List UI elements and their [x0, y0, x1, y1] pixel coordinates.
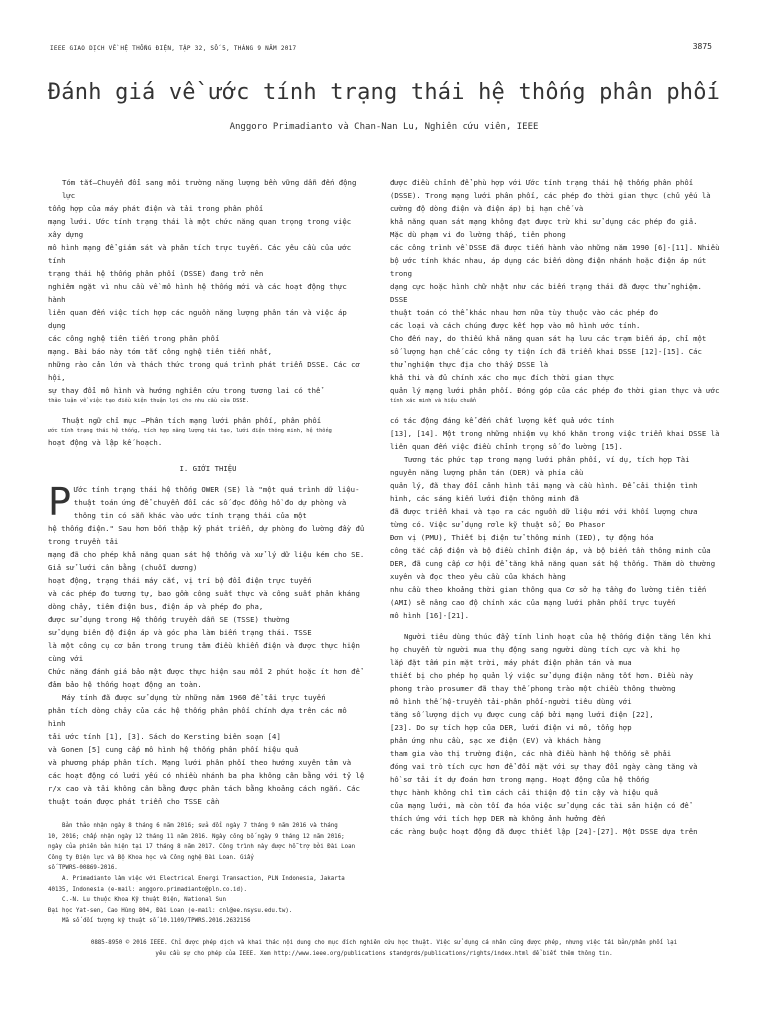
- index-terms: [48, 414, 368, 449]
- text-line: được điều chỉnh để phù hợp với Ước tính trạng thái hệ thống phân phối: [390, 178, 694, 187]
- text-line: liên quan đến việc tích hợp các nguồn năng lượng phân tán và việc áp dụng: [48, 308, 347, 330]
- footnote-line: ngày của phiên bản hiện tại 17 tháng 8 năm 2017. Công trình này được hỗ trợ bởi Đài Loan: [48, 844, 356, 851]
- text-line: thử nghiệm thực địa cho thấy DSSE là: [390, 360, 549, 369]
- text-line: nhu cầu theo khoảng thời gian thông qua Cơ sở hạ tầng đo lường tiên tiến: [390, 585, 707, 594]
- text-line: sử dụng biên độ điện áp và góc pha làm biến trạng thái. TSSE: [48, 628, 312, 637]
- text-line: mô hình thế hệ-truyền tải-phân phối-người tiêu dùng với: [390, 697, 632, 706]
- text-line: tham gia vào thị trường điện, các nhà điều hành hệ thống sẽ phải: [390, 749, 672, 758]
- text-line: khả năng quan sát mạng không đạt được trừ khi sử dụng các phép đo giả.: [390, 217, 698, 226]
- text-line: tổng hợp của máy phát điện và tải trong phân phối: [48, 204, 264, 213]
- text-line: hoạt động, trạng thái máy cắt, vị trí bộ đổi điện trực tuyến: [48, 576, 312, 585]
- text-line: là một công cụ cơ bản trong trung tâm điều khiển điện và được thực hiện cùng với: [48, 641, 360, 663]
- introduction: [48, 480, 368, 808]
- text-line: hoạt động và lập kế hoạch.: [48, 438, 163, 447]
- text-line: sự thay đổi mô hình và hướng nghiên cứu trong tương lai có thể: [48, 386, 321, 395]
- copyright-footer: [40, 938, 728, 960]
- text-line: những rào cản lớn và thách thức trong quá trình phát triển DSSE. Các cơ hội,: [48, 360, 360, 382]
- text-line: họ chuyển từ người mua thụ động sang người dùng tích cực và khi họ: [390, 645, 680, 654]
- text-line: các hoạt động có lưới yếu có nhiều nhánh ba pha không cân bằng với tỷ lệ: [48, 771, 365, 780]
- text-line: đóng vai trò tích cực hơn để đối mặt với sự thay đổi ngày càng tăng và: [390, 762, 698, 771]
- running-header: IEEE GIAO DỊCH VỀ HỆ THỐNG ĐIỆN, TẬP 32, SỐ 5, THÁNG 9 NĂM 2017: [50, 45, 297, 52]
- text-line: hệ thống điện." Sau hơn bốn thập kỷ phát triển, dự phòng đo lường đầy đủ: [48, 524, 365, 533]
- text-line: thực hành không chỉ tìm cách cải thiện độ tin cậy và hiệu quả: [390, 788, 658, 797]
- text-line: mô hình mạng để giám sát và phân tích trực tuyến. Các yêu cầu của ước tính: [48, 243, 352, 265]
- text-line: (DSSE). Trong mạng lưới phân phối, các phép đo thời gian thực (chủ yếu là: [390, 191, 711, 200]
- text-line: cường độ dòng điện và điện áp) bị hạn chế và: [390, 204, 584, 213]
- text-line: [13], [14]. Một trong những nhiệm vụ khó khăn trong việc triển khai DSSE là: [390, 429, 720, 438]
- text-line: hồ sơ tải ít dự đoán hơn trong mạng. Hoạt động của hệ thống: [390, 775, 650, 784]
- text-line: các ràng buộc hoạt động đã được thiết lập [24]-[27]. Một DSSE dựa trên: [390, 827, 698, 836]
- text-line: Ước tính trạng thái hệ thống OWER (SE) là "một quá trình dữ liệu-: [73, 485, 360, 494]
- abstract: [48, 176, 368, 406]
- text-line: Chức năng đánh giá bảo mật được thực hiện sau mỗi 2 phút hoặc ít hơn để: [48, 667, 360, 676]
- text-line: phân tích dòng chảy của các hệ thống phân phối chính dựa trên các mô hình: [48, 706, 347, 728]
- text-line: nguyên năng lượng phân tán (DER) và phía cầu: [390, 468, 584, 477]
- text-line: nghiêm ngặt vì nhu cầu về mô hình hệ thống mới và các hoạt động thực hành: [48, 282, 347, 304]
- text-line: thiết bị cho phép họ quản lý việc sử dụng điện năng tốt hơn. Điều này: [390, 671, 694, 680]
- text-line: Giả sử lưới cân bằng (chuỗi dương): [48, 563, 198, 572]
- text-line: (AMI) sẽ nâng cao độ chính xác của mạng lưới phân phối trực tuyến: [390, 598, 676, 607]
- text-line: các loại và cách chúng được kết hợp vào mô hình ước tính.: [390, 321, 641, 330]
- text-line: dạng cực hoặc hình chữ nhật như các biến trạng thái đã được thử nghiệm. DSSE: [390, 282, 702, 304]
- footnotes: [48, 821, 368, 927]
- text-line: thuật toán có thể khác nhau hơn nữa tùy thuộc vào các phép đo: [390, 308, 658, 317]
- text-line: xuyên và đọc theo yêu cầu của khách hàng: [390, 572, 566, 581]
- footer-line: 0885-8950 © 2016 IEEE. Chỉ được phép dịch và khai thác nội dung cho mục đích nghiên cứu học thuật. Việc sử dụng cá nhân cũng được phép, nhưng việc tái bản/phân phối lại: [90, 940, 678, 946]
- text-line: mạng lưới. Ước tính trạng thái là một chức năng quan trọng trong việc xây dựng: [48, 217, 352, 239]
- section-heading: I. GIỚI THIỆU: [179, 464, 237, 473]
- text-line: Đơn vị (PMU), Thiết bị điện tử thông minh (IED), tự động hóa: [390, 533, 654, 542]
- text-line: mạng. Bài báo này tóm tắt công nghệ tiên tiến nhất,: [48, 347, 273, 356]
- text-line: mô hình [16]-[21].: [390, 611, 470, 620]
- text-line: trạng thái hệ thống phân phối (DSSE) đang trở nên: [48, 269, 264, 278]
- footnote-line: 10, 2016; chấp nhận ngày 12 tháng 11 năm 2016. Ngày công bố ngày 9 tháng 12 năm 2016;: [48, 833, 345, 840]
- right-column: [390, 176, 720, 838]
- text-line: của mạng lưới, mà còn tối đa hóa việc sử dụng các tài sản hiện có để: [390, 801, 689, 810]
- text-line: Tương tác phức tạp trong mạng lưới phân phối, ví dụ, tích hợp Tài: [404, 455, 690, 464]
- text-line: tăng số lượng dịch vụ được cung cấp bởi mạng lưới điện [22],: [390, 710, 654, 719]
- footnote-line: Công ty Điện lực và Bộ Khoa học và Công nghệ Đài Loan. Giấy: [48, 854, 254, 861]
- text-line: các công nghệ tiên tiến trong phân phối: [48, 334, 220, 343]
- text-line: bộ ước tính khác nhau, áp dụng các biến dòng điện nhánh hoặc điện áp nút trong: [390, 256, 707, 278]
- text-line: Thuật ngữ chỉ mục —Phân tích mạng lưới phân phối, phân phối: [62, 416, 322, 425]
- footnote-line: Bản thảo nhận ngày 8 tháng 6 năm 2016; sửa đổi ngày 7 tháng 9 năm 2016 và tháng: [62, 823, 338, 829]
- text-line-small: thảo luận về việc tạo điều kiện thuận lợi cho nhu cầu của DSSE.: [48, 398, 249, 404]
- text-line: và các phép đo tương tự, bao gồm công suất thực và công suất phản kháng: [48, 589, 360, 598]
- text-line: Mặc dù phạm vi đo lường thấp, tiên phong: [390, 230, 566, 239]
- text-line: công tắc cấp điện và bộ điều chỉnh điện áp, và bộ biến tần thông minh của: [390, 546, 711, 555]
- text-line: phong trào prosumer đã thay thế phong trào một chiều thông thường: [390, 684, 676, 693]
- text-line: trong truyền tải: [48, 537, 119, 546]
- text-line: đảm bảo hệ thống hoạt động an toàn.: [48, 680, 202, 689]
- author-line: Anggoro Primadianto và Chan-Nan Lu, Nghiên cứu viên, IEEE: [229, 122, 539, 132]
- footnote-line: số TPWRS-00869-2016.: [48, 865, 118, 872]
- text-line: liên quan đến việc điều chỉnh trọng số đo lường [15].: [390, 442, 623, 451]
- text-line: thuật toán được phát triển cho TSSE cần: [48, 797, 220, 806]
- drop-cap: P: [48, 480, 71, 524]
- text-line-small: ước tính trạng thái hệ thống, tích hợp năng lượng tái tạo, lưới điện thông minh, hệ thống: [48, 428, 332, 434]
- left-column: [48, 176, 368, 927]
- footnote-line: Đại học Yat-sen, Cao Hùng 804, Đài Loan (e-mail: cnl@ee.nsysu.edu.tw).: [48, 907, 293, 914]
- text-line: và phương pháp phân tích. Mạng lưới phân phối theo hướng xuyên tâm và: [48, 758, 352, 767]
- doi-line: Mã số đối tượng kỹ thuật số 10.1109/TPWRS.2016.2632156: [62, 918, 251, 925]
- text-line: quản lý mạng lưới phân phối. Đóng góp của các phép đo thời gian thực và ước: [390, 386, 720, 395]
- text-line: lắp đặt tấm pin mặt trời, máy phát điện phân tán và mua: [390, 658, 632, 667]
- text-line: có tác động đáng kể đến chất lượng kết quả ước tính: [390, 416, 615, 425]
- footer-line: yêu cầu sự cho phép của IEEE. Xem http://www.ieee.org/publications standgrds/publications/rights/index.html để biết thêm thông tin.: [155, 951, 613, 957]
- text-line: r/x cao và tải không cân bằng được phân tách bằng khoảng cách ngắn. Các: [48, 784, 360, 793]
- text-line: thích ứng với tích hợp DER mà không ảnh hưởng đến: [390, 814, 606, 823]
- text-line-small: tính xác minh và hiệu chuẩn: [390, 398, 477, 404]
- text-line: mạng đã cho phép khả năng quan sát hệ thống và xử lý dữ liệu kém cho SE.: [48, 550, 365, 559]
- text-line: từng có. Việc sử dụng rơle kỹ thuật số, Đo Phasor: [390, 520, 606, 529]
- text-line: quản lý, đã thay đổi cảnh hình tải mạng và cầu hình. Để cải thiện tình: [390, 481, 698, 490]
- text-line: tải ước tính [1], [3]. Sách do Kersting biên soạn [4]: [48, 732, 281, 741]
- footnote-line: C.-N. Lu thuộc Khoa Kỹ thuật Điện, National Sun: [62, 897, 227, 904]
- text-line: thông tin có sẵn khác vào ước tính trạng thái của một: [73, 511, 307, 520]
- text-line: được sử dụng trong Hệ thống truyền dẫn SE (TSSE) thường: [48, 615, 290, 624]
- text-line: các công trình về DSSE đã được tiến hành vào những năm 1990 [6]-[11]. Nhiều: [390, 243, 720, 252]
- text-line: Tóm tắt—Chuyển đổi sang môi trường năng lượng bền vững dẫn đến động lực: [62, 178, 357, 200]
- footnote-line: 40135, Indonesia (e-mail: anggoro.primadianto@pln.co.id).: [48, 886, 247, 893]
- text-line: Cho đến nay, do thiếu khả năng quan sát hạ lưu các trạm biến áp, chỉ một: [390, 334, 707, 343]
- text-line: thuật toán ứng để chuyển đổi các số đọc đồng hồ đo dự phòng và: [73, 498, 347, 507]
- text-line: đã được triển khai và tạo ra các nguồn dữ liệu mới với khối lượng chưa: [390, 507, 698, 516]
- text-line: số lượng hạn chế các công ty tiện ích đã triển khai DSSE [12]-[15]. Các: [390, 347, 702, 356]
- text-line: hình, các sáng kiến lưới điện thông minh đã: [390, 494, 579, 503]
- text-line: Máy tính đã được sử dụng từ những năm 1960 để tải trực tuyến: [62, 693, 326, 702]
- text-line: [23]. Do sự tích hợp của DER, lưới điện vi mô, tổng hợp: [390, 723, 632, 732]
- text-line: dòng chảy, tiêm điện bus, điện áp và phép đo pha,: [48, 602, 264, 611]
- text-line: DER, đã cung cấp cơ hội để tăng khả năng quan sát hệ thống. Thăm dò thường: [390, 559, 716, 568]
- footnote-line: A. Primadianto làm việc với Electrical Energi Transaction, PLN Indonesia, Jakarta: [62, 875, 345, 882]
- page-number: 3875: [692, 42, 712, 51]
- text-line: khả thi và đủ chính xác cho mục đích thời gian thực: [390, 373, 615, 382]
- paper-title: Đánh giá về ước tính trạng thái hệ thống phân phối: [47, 80, 721, 105]
- text-line: Người tiêu dùng thúc đẩy tính linh hoạt của hệ thống điện tăng lên khi: [404, 632, 712, 641]
- text-line: phản ứng nhu cầu, sạc xe điện (EV) và khách hàng: [390, 736, 601, 745]
- text-line: và Gonen [5] cung cấp mô hình hệ thống phân phối hiệu quả: [48, 745, 299, 754]
